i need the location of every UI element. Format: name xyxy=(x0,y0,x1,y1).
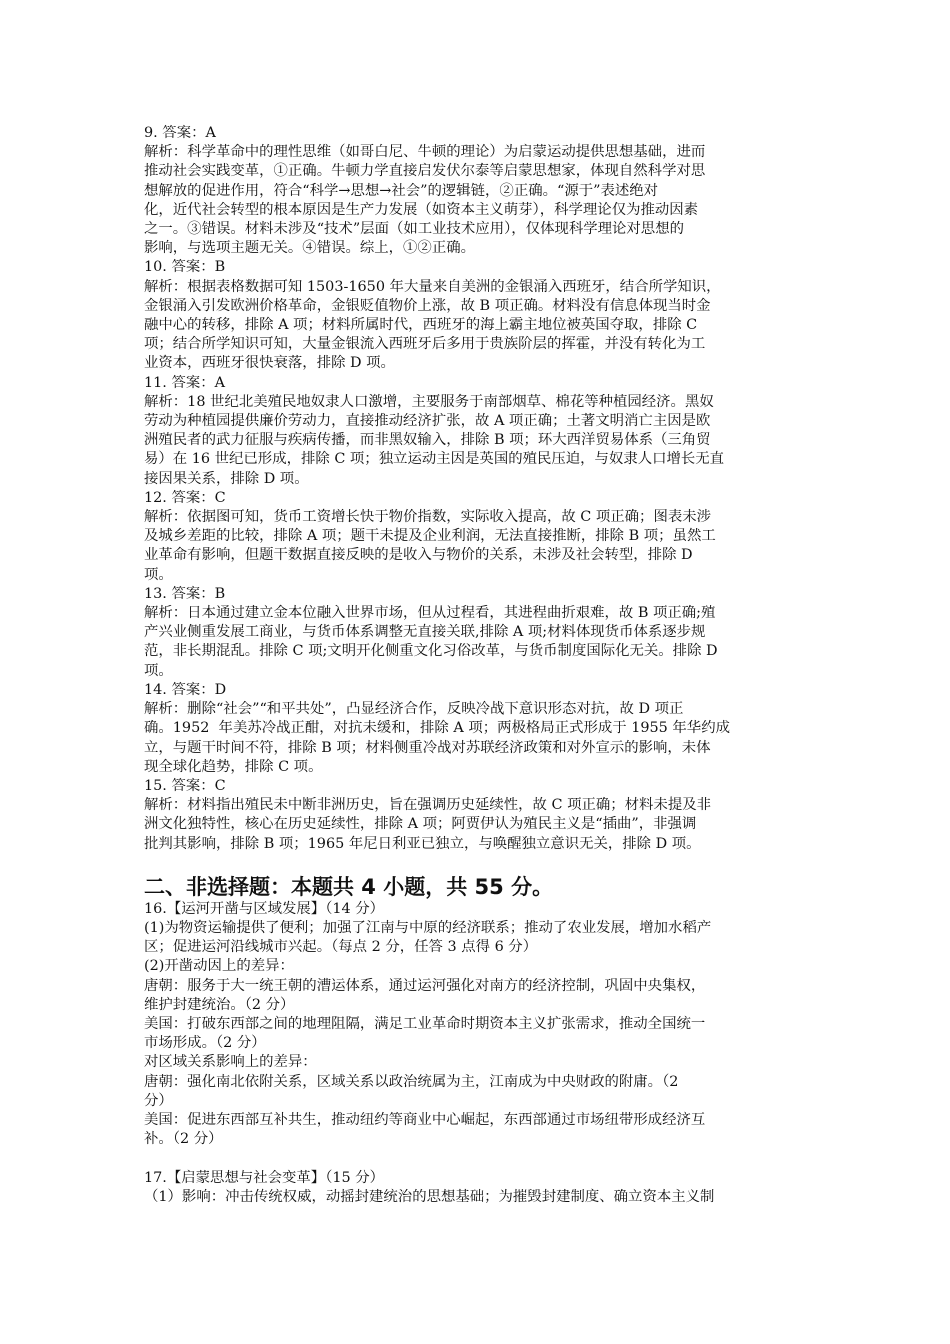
question-title: 16.【运河开凿与区域发展】（14 分） xyxy=(144,900,385,917)
explanation-line: 项；结合所学知识可知，大量金银流入西班牙后多用于贵族阶层的挥霍，并没有转化为工 xyxy=(144,336,706,353)
answer-block-10 xyxy=(144,258,810,373)
explanation-line: 范，非长期混乱。排除 C 项;文明开化侧重文化习俗改革，与货币制度国际化无关。排除 D xyxy=(144,643,718,660)
answer-line: 市场形成。（2 分） xyxy=(144,1035,266,1052)
explanation-line: 解析：依据图可知，货币工资增长快于物价指数，实际收入提高，故 C 项正确；图表未涉 xyxy=(144,509,712,526)
question-block-17 xyxy=(144,1169,810,1207)
answer-line: 区；促进运河沿线城市兴起。（每点 2 分，任答 3 点得 6 分） xyxy=(144,939,538,956)
answer-line: (1)为物资运输提供了便利；加强了江南与中原的经济联系；推动了农业发展，增加水稻产 xyxy=(144,919,712,936)
answer-line: 分） xyxy=(144,1092,173,1109)
explanation-line: 推动社会实践变革，①正确。牛顿力学直接启发伏尔泰等启蒙思想家，体现自然科学对思 xyxy=(144,163,706,180)
answer-line: 美国：促进东西部互补共生，推动纽约等商业中心崛起，东西部通过市场纽带形成经济互 xyxy=(144,1111,706,1128)
answer-label: 12. 答案：C xyxy=(144,489,226,506)
explanation-line: 解析：科学革命中的理性思维（如哥白尼、牛顿的理论）为启蒙运动提供思想基础，进而 xyxy=(144,144,706,161)
explanation-line: 业资本，西班牙很快衰落，排除 D 项。 xyxy=(144,355,395,372)
explanation-line: 化，近代社会转型的根本原因是生产力发展（如资本主义萌芽），科学理论仅为推动因素 xyxy=(144,201,699,218)
answer-label: 10. 答案：B xyxy=(144,259,226,276)
answer-line: （1）影响：冲击传统权威，动摇封建统治的思想基础；为摧毁封建制度、确立资本主义制 xyxy=(144,1188,715,1205)
answer-label: 15. 答案：C xyxy=(144,777,226,794)
explanation-line: 劳动为种植园提供廉价劳动力，直接推动经济扩张，故 A 项正确；土著文明消亡主因是欧 xyxy=(144,413,711,430)
answer-label: 14. 答案：D xyxy=(144,681,227,698)
explanation-line: 易）在 16 世纪已形成，排除 C 项；独立运动主因是英国的殖民压迫，与奴隶人口增长无直 xyxy=(144,451,725,468)
answer-label: 11. 答案：A xyxy=(144,374,226,391)
answer-line: 对区域关系影响上的差异： xyxy=(144,1054,317,1071)
explanation-line: 融中心的转移，排除 A 项；材料所属时代，西班牙的海上霸主地位被英国夺取，排除 C xyxy=(144,317,698,334)
answer-label: 9. 答案：A xyxy=(144,125,216,141)
document-page xyxy=(144,124,810,1207)
explanation-line: 业革命有影响，但题干数据直接反映的是收入与物价的关系，未涉及社会转型，排除 D xyxy=(144,547,693,564)
blank-line xyxy=(144,1149,810,1168)
explanation-line: 洲文化独特性，核心在历史延续性，排除 A 项；阿贾伊认为殖民主义是“插曲”，非强调 xyxy=(144,816,697,833)
answer-label: 13. 答案：B xyxy=(144,585,226,602)
answer-block-15 xyxy=(144,777,810,854)
explanation-line: 解析：日本通过建立金本位融入世界市场，但从过程看，其进程曲折艰难，故 B 项正确;殖 xyxy=(144,605,716,622)
explanation-line: 批判其影响，排除 B 项；1965 年尼日利亚已独立，与唤醒独立意识无关，排除 D 项。 xyxy=(144,835,701,852)
question-title: 17.【启蒙思想与社会变革】（15 分） xyxy=(144,1169,385,1186)
explanation-line: 之一。③错误。材料未涉及“技术”层面（如工业技术应用），仅体现科学理论对思想的 xyxy=(144,221,684,238)
explanation-line: 接因果关系，排除 D 项。 xyxy=(144,470,309,487)
explanation-line: 现全球化趋势，排除 C 项。 xyxy=(144,758,323,775)
explanation-line: 确。1952 年美苏冷战正酣，对抗未缓和，排除 A 项；两极格局正式形成于 1955 年华约成 xyxy=(144,720,730,737)
explanation-line: 解析：材料指出殖民未中断非洲历史，旨在强调历史延续性，故 C 项正确；材料未提及非 xyxy=(144,797,712,814)
answer-block-9 xyxy=(144,124,810,258)
explanation-line: 及城乡差距的比较，排除 A 项；题干未提及企业利润，无法直接推断，排除 B 项；虽然工 xyxy=(144,528,716,545)
answer-block-14 xyxy=(144,681,810,777)
answer-line: 唐朝：服务于大一统王朝的漕运体系，通过运河强化对南方的经济控制，巩固中央集权， xyxy=(144,977,706,994)
question-block-16 xyxy=(144,900,810,1150)
answer-line: 美国：打破东西部之间的地理阻隔，满足工业革命时期资本主义扩张需求，推动全国统一 xyxy=(144,1015,706,1032)
explanation-line: 项。 xyxy=(144,662,173,679)
explanation-line: 立，与题干时间不符，排除 B 项；材料侧重冷战对苏联经济政策和对外宣示的影响，未体 xyxy=(144,739,711,756)
explanation-line: 解析：删除“社会”“和平共处”，凸显经济合作，反映冷战下意识形态对抗，故 D 项正 xyxy=(144,701,684,718)
explanation-line: 解析：18 世纪北美殖民地奴隶人口激增，主要服务于南部烟草、棉花等种植园经济。黑奴 xyxy=(144,393,714,410)
section-heading: 二、非选择题：本题共 4 小题，共 55 分。 xyxy=(144,874,554,899)
explanation-line: 想解放的促进作用，符合“科学→思想→社会”的逻辑链，②正确。“源于”表述绝对 xyxy=(144,182,659,199)
answer-line: 唐朝：强化南北依附关系，区域关系以政治统属为主，江南成为中央财政的附庸。（2 xyxy=(144,1073,679,1090)
explanation-line: 金银涌入引发欧洲价格革命，金银贬值物价上涨，故 B 项正确。材料没有信息体现当时金 xyxy=(144,297,711,314)
answer-block-13 xyxy=(144,585,810,681)
explanation-line: 影响，与选项主题无关。④错误。综上，①②正确。 xyxy=(144,240,475,257)
answer-line: 维护封建统治。（2 分） xyxy=(144,996,295,1013)
explanation-line: 产兴业侧重发展工商业，与货币体系调整无直接关联,排除 A 项;材料体现货币体系逐步规 xyxy=(144,624,706,641)
answer-line: 补。（2 分） xyxy=(144,1131,223,1148)
explanation-line: 洲殖民者的武力征服与疾病传播，而非黑奴输入，排除 B 项；环大西洋贸易体系（三角贸 xyxy=(144,432,711,449)
answer-block-12 xyxy=(144,489,810,585)
answer-line: (2)开凿动因上的差异： xyxy=(144,958,294,975)
explanation-line: 解析：根据表格数据可知 1503-1650 年大量来自美洲的金银涌入西班牙，结合所学知识， xyxy=(144,278,721,295)
explanation-line: 项。 xyxy=(144,566,173,583)
answer-block-11 xyxy=(144,374,810,489)
